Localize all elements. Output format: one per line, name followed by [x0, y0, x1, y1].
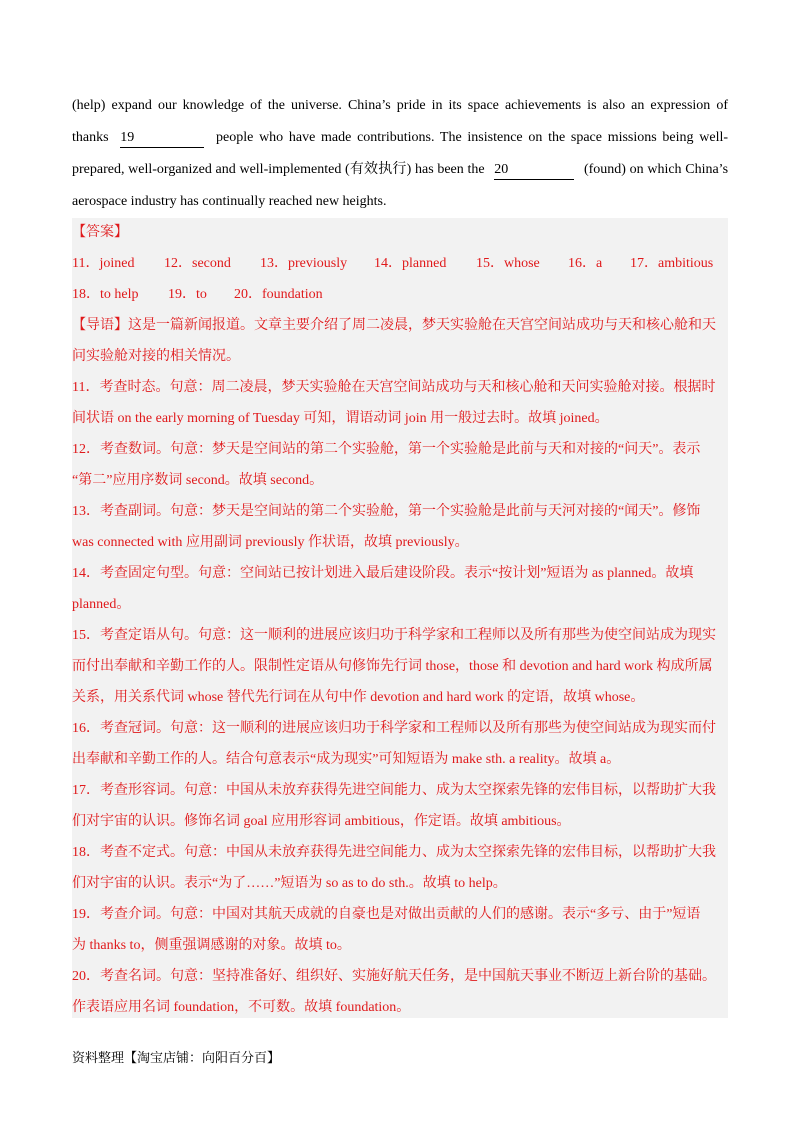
- footer-note: 资料整理【淘宝店铺：向阳百分百】: [72, 1050, 281, 1065]
- answer-item: 14．planned: [374, 256, 447, 271]
- passage-text: [72, 92, 728, 220]
- explanation-line: 们对宇宙的认识。表示“为了……”短语为 so as to do sth.。故填 to help。: [72, 876, 507, 891]
- answer-item: 13．previously: [260, 256, 348, 271]
- blank-20: 20: [494, 161, 574, 180]
- explanation-line: 12．考查数词。句意：梦天是空间站的第二个实验舱，第一个实验舱是此前与天和对接的“问天”。表示: [72, 442, 701, 457]
- answer-item: 17．ambitious: [630, 256, 714, 271]
- explanation-line: 14．考查固定句型。句意：空间站已按计划进入最后建设阶段。表示“按计划”短语为 as planned。故填: [72, 566, 694, 581]
- explanation-line: 15．考查定语从句。句意：这一顺利的进展应该归功于科学家和工程师以及所有那些为使空间站成为现实: [72, 628, 716, 643]
- explanation-line: 18．考查不定式。句意：中国从未放弃获得先进空间能力、成为太空探索先锋的宏伟目标，以帮助扩大我: [72, 845, 716, 860]
- answer-item: 12．second: [164, 256, 231, 271]
- answer-item: 19．to: [168, 287, 207, 302]
- answer-item: 20．foundation: [234, 287, 323, 302]
- explanation-line: 19．考查介词。句意：中国对其航天成就的自豪也是对做出贡献的人们的感谢。表示“多亏、由于”短语: [72, 907, 701, 922]
- passage-line: thanks 19 people who have made contributions. The insistence on the space missions being well-: [72, 124, 728, 156]
- explanation-line: 问实验舱对接的相关情况。: [72, 349, 240, 364]
- explanation-line: was connected with 应用副词 previously 作状语，故填 previously。: [72, 535, 469, 550]
- blank-19: 19: [120, 129, 204, 148]
- explanation-line: “第二”应用序数词 second。故填 second。: [72, 473, 324, 488]
- explanation-line: 作表语应用名词 foundation，不可数。故填 foundation。: [72, 1000, 411, 1015]
- answer-item: 16．a: [568, 256, 603, 271]
- explanation-line: 20．考查名词。句意：坚持准备好、组织好、实施好航天任务，是中国航天事业不断迈上新台阶的基础。: [72, 969, 716, 984]
- answer-block: [72, 218, 728, 1018]
- explanation-line: 11．考查时态。句意：周二凌晨，梦天实验舱在天宫空间站成功与天和核心舱和天问实验舱对接。根据时: [72, 380, 716, 395]
- explanation-line: 们对宇宙的认识。修饰名词 goal 应用形容词 ambitious，作定语。故填 ambitious。: [72, 814, 571, 829]
- answer-header: 【答案】: [72, 225, 128, 240]
- passage-line: aerospace industry has continually reached new heights.: [72, 194, 387, 209]
- passage-line: prepared, well-organized and well-implemented (有效执行) has been the 20 (found) on which China’s: [72, 156, 728, 188]
- passage-line: (help) expand our knowledge of the universe. China’s pride in its space achievements is also an expression of: [72, 98, 728, 113]
- answer-item: 18．to help: [72, 287, 139, 302]
- answer-item: 11．joined: [72, 256, 135, 271]
- explanation-line: 为 thanks to，侧重强调感谢的对象。故填 to。: [72, 938, 351, 953]
- explanation-line: 13．考查副词。句意：梦天是空间站的第二个实验舱，第一个实验舱是此前与天河对接的“闻天”。修饰: [72, 504, 701, 519]
- explanation-line: 关系，用关系代词 whose 替代先行词在从句中作 devotion and hard work 的定语，故填 whose。: [72, 690, 645, 705]
- explanation-line: 间状语 on the early morning of Tuesday 可知，谓语动词 join 用一般过去时。故填 joined。: [72, 411, 609, 426]
- explanation-line: 出奉献和辛勤工作的人。结合句意表示“成为现实”可知短语为 make sth. a reality。故填 a。: [72, 752, 621, 767]
- explanation-line: planned。: [72, 597, 131, 612]
- explanation-line: 17．考查形容词。句意：中国从未放弃获得先进空间能力、成为太空探索先锋的宏伟目标，以帮助扩大我: [72, 783, 716, 798]
- explanation-line: 16．考查冠词。句意：这一顺利的进展应该归功于科学家和工程师以及所有那些为使空间站成为现实而付: [72, 721, 716, 736]
- explanation-line: 【导语】这是一篇新闻报道。文章主要介绍了周二凌晨，梦天实验舱在天宫空间站成功与天和核心舱和天: [72, 318, 716, 333]
- explanation-line: 而付出奉献和辛勤工作的人。限制性定语从句修饰先行词 those，those 和 devotion and hard work 构成所属: [72, 659, 713, 674]
- answer-item: 15．whose: [476, 256, 540, 271]
